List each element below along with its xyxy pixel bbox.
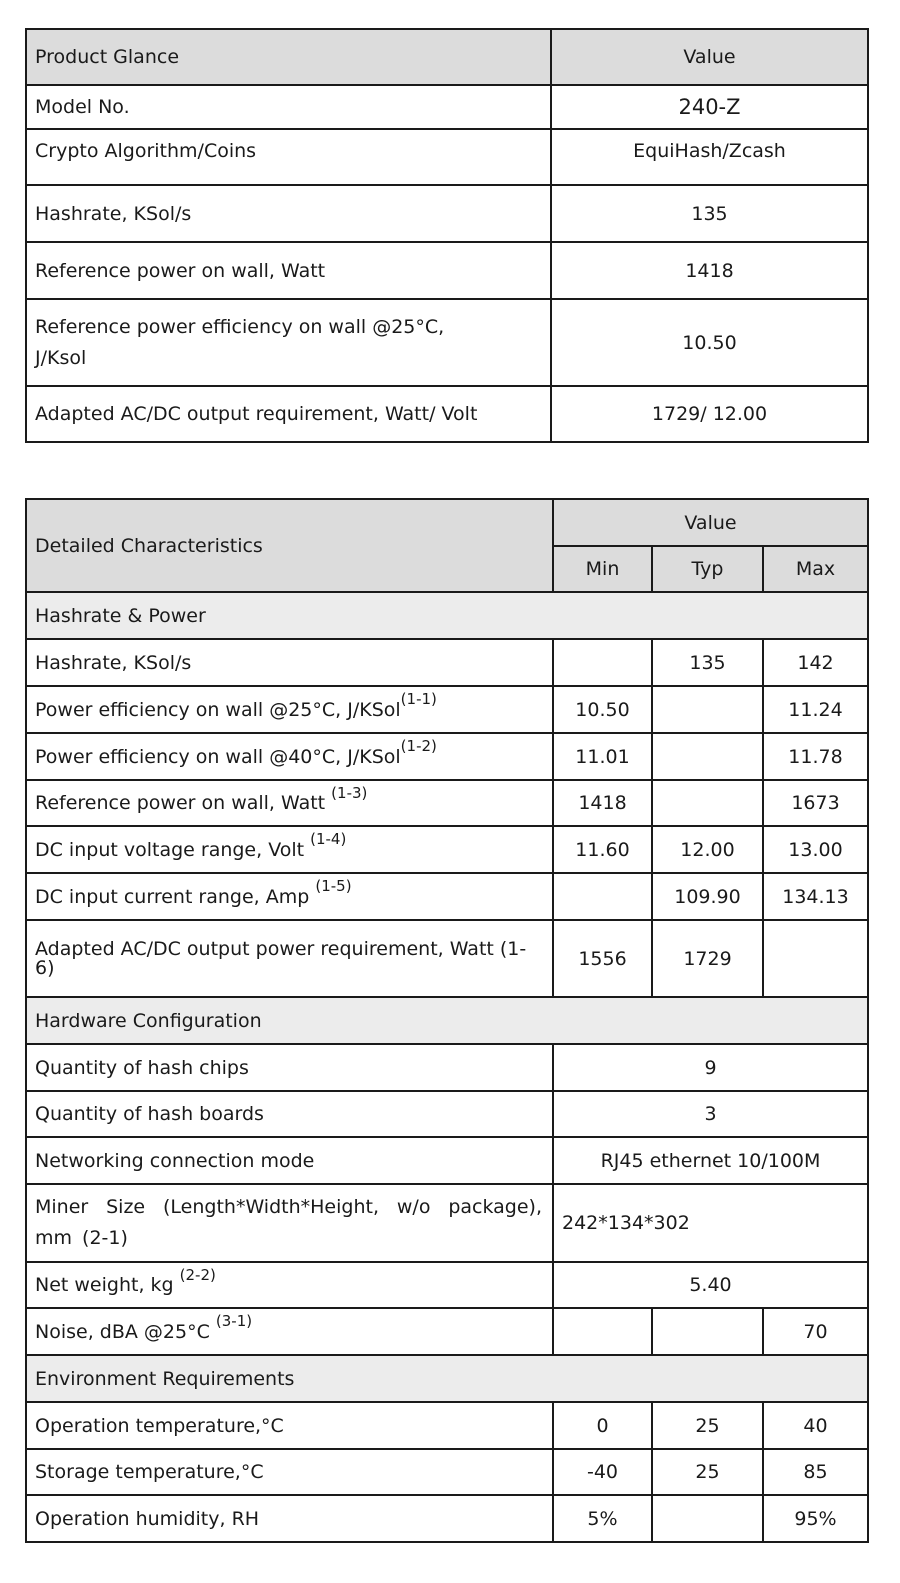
- cell-min: 5%: [553, 1495, 652, 1542]
- row-label: [26, 780, 553, 826]
- footnote-ref: (3-1): [215, 1312, 253, 1331]
- row-label-text: Reference power on wall, Watt: [35, 792, 332, 814]
- col-min-header: Min: [553, 546, 652, 592]
- glance-label: Reference power efficiency on wall @25°C, J/Ksol: [26, 299, 551, 386]
- footnote-ref: (1-2): [400, 737, 437, 756]
- cell-max: 1673: [763, 780, 868, 826]
- glance-label: Reference power on wall, Watt: [26, 242, 551, 299]
- table-row: [26, 1402, 868, 1449]
- details-header-value: Value: [553, 499, 868, 546]
- table-row: [26, 1262, 868, 1308]
- cell-max: 13.00: [763, 826, 868, 873]
- product-glance-table: [25, 28, 869, 443]
- cell-max: 40: [763, 1402, 868, 1449]
- cell-max: 11.78: [763, 733, 868, 780]
- cell-value: 242*134*302: [553, 1184, 868, 1262]
- table-row: [26, 1495, 868, 1542]
- cell-max: 142: [763, 639, 868, 686]
- glance-header-value: Value: [551, 29, 868, 85]
- cell-value: 5.40: [553, 1262, 868, 1308]
- row-label: Operation humidity, RH: [26, 1495, 553, 1542]
- cell-min: [553, 1308, 652, 1355]
- table-row: [26, 1137, 868, 1184]
- table-row: [26, 733, 868, 780]
- table-row: [26, 242, 868, 299]
- cell-max: 70: [763, 1308, 868, 1355]
- cell-value: 9: [553, 1044, 868, 1091]
- row-label: Quantity of hash boards: [26, 1091, 553, 1137]
- glance-value: 135: [551, 185, 868, 242]
- table-row: [26, 185, 868, 242]
- table-row: [26, 826, 868, 873]
- footnote-ref: (1-5): [315, 877, 352, 896]
- cell-typ: 25: [652, 1449, 763, 1495]
- row-label: [26, 639, 553, 686]
- row-label: Storage temperature,°C: [26, 1449, 553, 1495]
- cell-max: 95%: [763, 1495, 868, 1542]
- table-row: [26, 299, 868, 386]
- table-row: [26, 129, 868, 185]
- section-row: [26, 997, 868, 1044]
- row-label-text: Noise, dBA @25°C: [35, 1320, 216, 1343]
- table-row: [26, 686, 868, 733]
- table-row: [26, 1044, 868, 1091]
- row-label: [26, 1262, 553, 1308]
- details-header-row: [26, 499, 868, 546]
- table-row: [26, 920, 868, 997]
- details-header-label: Detailed Characteristics: [26, 499, 553, 592]
- cell-value: 3: [553, 1091, 868, 1137]
- cell-typ: [652, 1308, 763, 1355]
- cell-min: 0: [553, 1402, 652, 1449]
- glance-label: Model No.: [26, 85, 551, 129]
- cell-value: RJ45 ethernet 10/100M: [553, 1137, 868, 1184]
- row-label: [26, 733, 553, 780]
- footnote-ref: (1-4): [310, 830, 347, 849]
- section-title-hardware: Hardware Configuration: [26, 997, 868, 1044]
- glance-label: Adapted AC/DC output requirement, Watt/ Volt: [26, 386, 551, 442]
- section-row: [26, 1355, 868, 1402]
- row-label: [26, 1308, 553, 1355]
- cell-max: 85: [763, 1449, 868, 1495]
- row-label: Miner Size (Length*Width*Height, w/o package), mm (2-1): [26, 1184, 553, 1262]
- table-row: [26, 1308, 868, 1355]
- cell-typ: 135: [652, 639, 763, 686]
- row-label-text: Net weight, kg: [35, 1274, 180, 1296]
- cell-typ: [652, 686, 763, 733]
- cell-typ: 1729: [652, 920, 763, 997]
- cell-max: 134.13: [763, 873, 868, 920]
- cell-typ: [652, 780, 763, 826]
- cell-typ: [652, 1495, 763, 1542]
- footnote-ref: (1-3): [331, 783, 368, 802]
- cell-typ: 25: [652, 1402, 763, 1449]
- table-row: [26, 780, 868, 826]
- section-row: [26, 592, 868, 639]
- cell-max: [763, 920, 868, 997]
- row-label: [26, 686, 553, 733]
- glance-header-label: Product Glance: [26, 29, 551, 85]
- table-row: [26, 386, 868, 442]
- cell-min: 10.50: [553, 686, 652, 733]
- row-label: Networking connection mode: [26, 1137, 553, 1184]
- footnote-ref: (2-2): [179, 1265, 216, 1284]
- cell-max: 11.24: [763, 686, 868, 733]
- section-title-hashrate-power: Hashrate & Power: [26, 592, 868, 639]
- cell-min: -40: [553, 1449, 652, 1495]
- section-title-environment: Environment Requirements: [26, 1355, 868, 1402]
- table-row: [26, 639, 868, 686]
- row-label: [26, 826, 553, 873]
- row-label-text: Power efficiency on wall @25°C, J/KSol: [35, 698, 401, 721]
- table-row: [26, 1449, 868, 1495]
- row-label-text: DC input voltage range, Volt: [35, 838, 311, 861]
- cell-min: 1418: [553, 780, 652, 826]
- glance-label: Crypto Algorithm/Coins: [26, 129, 551, 185]
- row-label-text: Power efficiency on wall @40°C, J/KSol: [35, 745, 401, 768]
- cell-min: 11.01: [553, 733, 652, 780]
- row-label-text: Hashrate, KSol/s: [35, 651, 192, 674]
- glance-value: EquiHash/Zcash: [551, 129, 868, 185]
- table-row: [26, 1091, 868, 1137]
- glance-value: 240-Z: [551, 85, 868, 129]
- row-label: Operation temperature,°C: [26, 1402, 553, 1449]
- cell-typ: [652, 733, 763, 780]
- glance-value: 1729/ 12.00: [551, 386, 868, 442]
- row-label-text: DC input current range, Amp: [35, 885, 316, 908]
- row-label: [26, 873, 553, 920]
- col-max-header: Max: [763, 546, 868, 592]
- col-typ-header: Typ: [652, 546, 763, 592]
- row-label: Adapted AC/DC output power requirement, Watt (1-6): [26, 920, 553, 997]
- cell-min: 11.60: [553, 826, 652, 873]
- row-label: Quantity of hash chips: [26, 1044, 553, 1091]
- table-row: [26, 873, 868, 920]
- glance-value: 1418: [551, 242, 868, 299]
- table-row: [26, 1184, 868, 1262]
- glance-header-row: [26, 29, 868, 85]
- table-row: [26, 85, 868, 129]
- cell-min: 1556: [553, 920, 652, 997]
- cell-typ: 109.90: [652, 873, 763, 920]
- cell-min: [553, 873, 652, 920]
- glance-label: Hashrate, KSol/s: [26, 185, 551, 242]
- glance-value: 10.50: [551, 299, 868, 386]
- cell-min: [553, 639, 652, 686]
- footnote-ref: (1-1): [400, 690, 437, 709]
- cell-typ: 12.00: [652, 826, 763, 873]
- detailed-characteristics-table: [25, 498, 869, 1543]
